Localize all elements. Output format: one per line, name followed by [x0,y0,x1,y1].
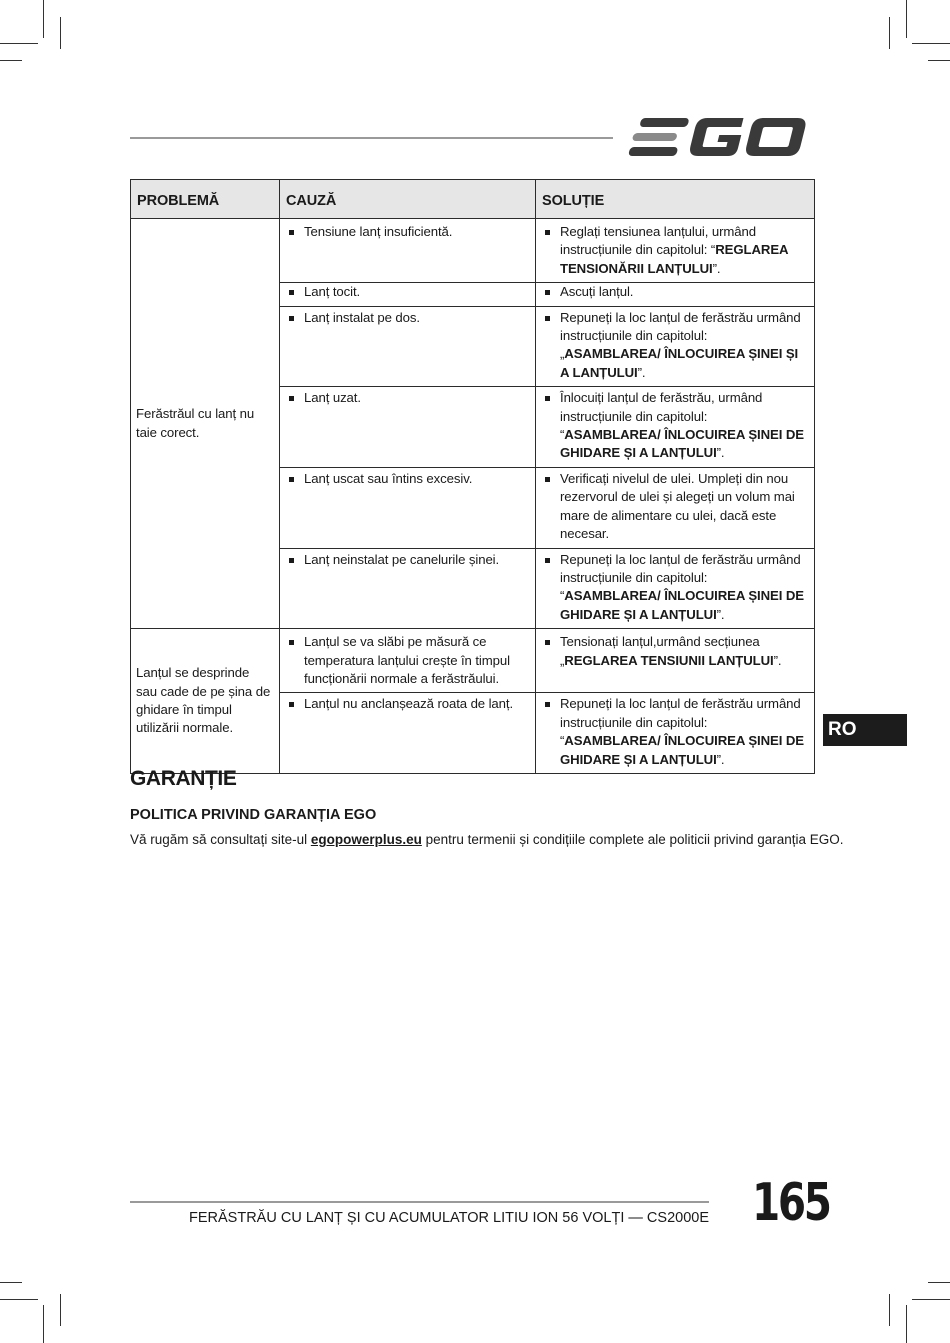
header-solution: SOLUȚIE [536,180,815,219]
page-number: 165 [752,1173,830,1233]
cause-cell: Lanț uscat sau întins excesiv. [280,467,536,548]
table-row [131,629,815,693]
warranty-body: Vă rugăm să consultați site-ul egopowerplus.eu pentru termenii și condițiile complete ale politicii privind garanția EGO. [130,832,844,847]
table-row [131,219,815,283]
square-bullet-icon [545,230,550,235]
solution-cell: Tensionați lanțul,urmând secțiunea „REGLAREA TENSIUNII LANȚULUI”. [536,629,815,693]
crop-mark [928,60,950,61]
header-cause: CAUZĂ [280,180,536,219]
cause-cell: Lanț tocit. [280,283,536,306]
header-problem: PROBLEMĂ [131,180,280,219]
crop-mark [889,17,890,49]
solution-cell: Repuneți la loc lanțul de ferăstrău urmând instrucțiunile din capitolul: “ASAMBLAREA/ ÎNLOCUIREA ȘINEI DE GHIDARE ȘI A LANȚULUI”. [536,693,815,774]
solution-cell: Repuneți la loc lanțul de ferăstrău urmând instrucțiunile din capitolul: “ASAMBLAREA/ ÎNLOCUIREA ȘINEI DE GHIDARE ȘI A LANȚULUI”. [536,548,815,629]
square-bullet-icon [289,230,294,235]
solution-cell: Reglați tensiunea lanțului, urmând instrucțiunile din capitolul: “REGLAREA TENSIONĂRII LANȚULUI”. [536,219,815,283]
crop-mark [60,1294,61,1326]
crop-mark [912,43,950,44]
square-bullet-icon [545,640,550,645]
ego-logo [628,116,814,158]
solution-cell: Repuneți la loc lanțul de ferăstrău urmând instrucțiunile din capitolul: „ASAMBLAREA/ ÎNLOCUIREA ȘINEI ȘI A LANȚULUI”. [536,306,815,387]
square-bullet-icon [289,290,294,295]
crop-mark [0,1299,38,1300]
language-tab: RO [823,714,907,746]
crop-mark [0,60,22,61]
footer-title: FERĂSTRĂU CU LANȚ ȘI CU ACUMULATOR LITIU ION 56 VOLȚI — CS2000E [189,1210,709,1226]
troubleshooting-table [130,179,815,774]
solution-cell: Ascuți lanțul. [536,283,815,306]
square-bullet-icon [289,396,294,401]
warranty-link[interactable]: egopowerplus.eu [310,832,422,847]
cause-cell: Lanț neinstalat pe canelurile șinei. [280,548,536,629]
square-bullet-icon [545,558,550,563]
header-rule [130,137,613,139]
square-bullet-icon [545,702,550,707]
square-bullet-icon [289,316,294,321]
footer-rule [130,1201,709,1203]
crop-mark [906,0,907,38]
crop-mark [43,1305,44,1343]
cause-cell: Lanțul se va slăbi pe măsură ce temperatura lanțului crește în timpul funcționării normale a ferăstrăului. [280,629,536,693]
cause-cell: Tensiune lanț insuficientă. [280,219,536,283]
square-bullet-icon [545,477,550,482]
square-bullet-icon [289,702,294,707]
crop-mark [928,1282,950,1283]
square-bullet-icon [545,396,550,401]
cause-cell: Lanțul nu anclanșează roata de lanț. [280,693,536,774]
problem-cell: Lanțul se desprinde sau cade de pe șina de ghidare în timpul utilizării normale. [131,629,280,774]
solution-cell: Înlocuiți lanțul de ferăstrău, urmând instrucțiunile din capitolul: “ASAMBLAREA/ ÎNLOCUIREA ȘINEI DE GHIDARE ȘI A LANȚULUI”. [536,387,815,468]
square-bullet-icon [545,290,550,295]
square-bullet-icon [545,316,550,321]
crop-mark [0,1282,22,1283]
crop-mark [60,17,61,49]
warranty-subtitle: POLITICA PRIVIND GARANȚIA EGO [130,807,377,823]
square-bullet-icon [289,640,294,645]
problem-cell: Ferăstrăul cu lanț nu taie corect. [131,219,280,629]
cause-cell: Lanț instalat pe dos. [280,306,536,387]
solution-cell: Verificați nivelul de ulei. Umpleți din nou rezervorul de ulei și alegeți un volum mai mare de alimentare cu ulei, dacă este necesar. [536,467,815,548]
table-header-row [131,180,815,219]
cause-cell: Lanț uzat. [280,387,536,468]
warranty-title: GARANȚIE [130,767,237,790]
crop-mark [906,1305,907,1343]
crop-mark [912,1299,950,1300]
square-bullet-icon [289,558,294,563]
crop-mark [43,0,44,38]
square-bullet-icon [289,477,294,482]
crop-mark [889,1294,890,1326]
crop-mark [0,43,38,44]
